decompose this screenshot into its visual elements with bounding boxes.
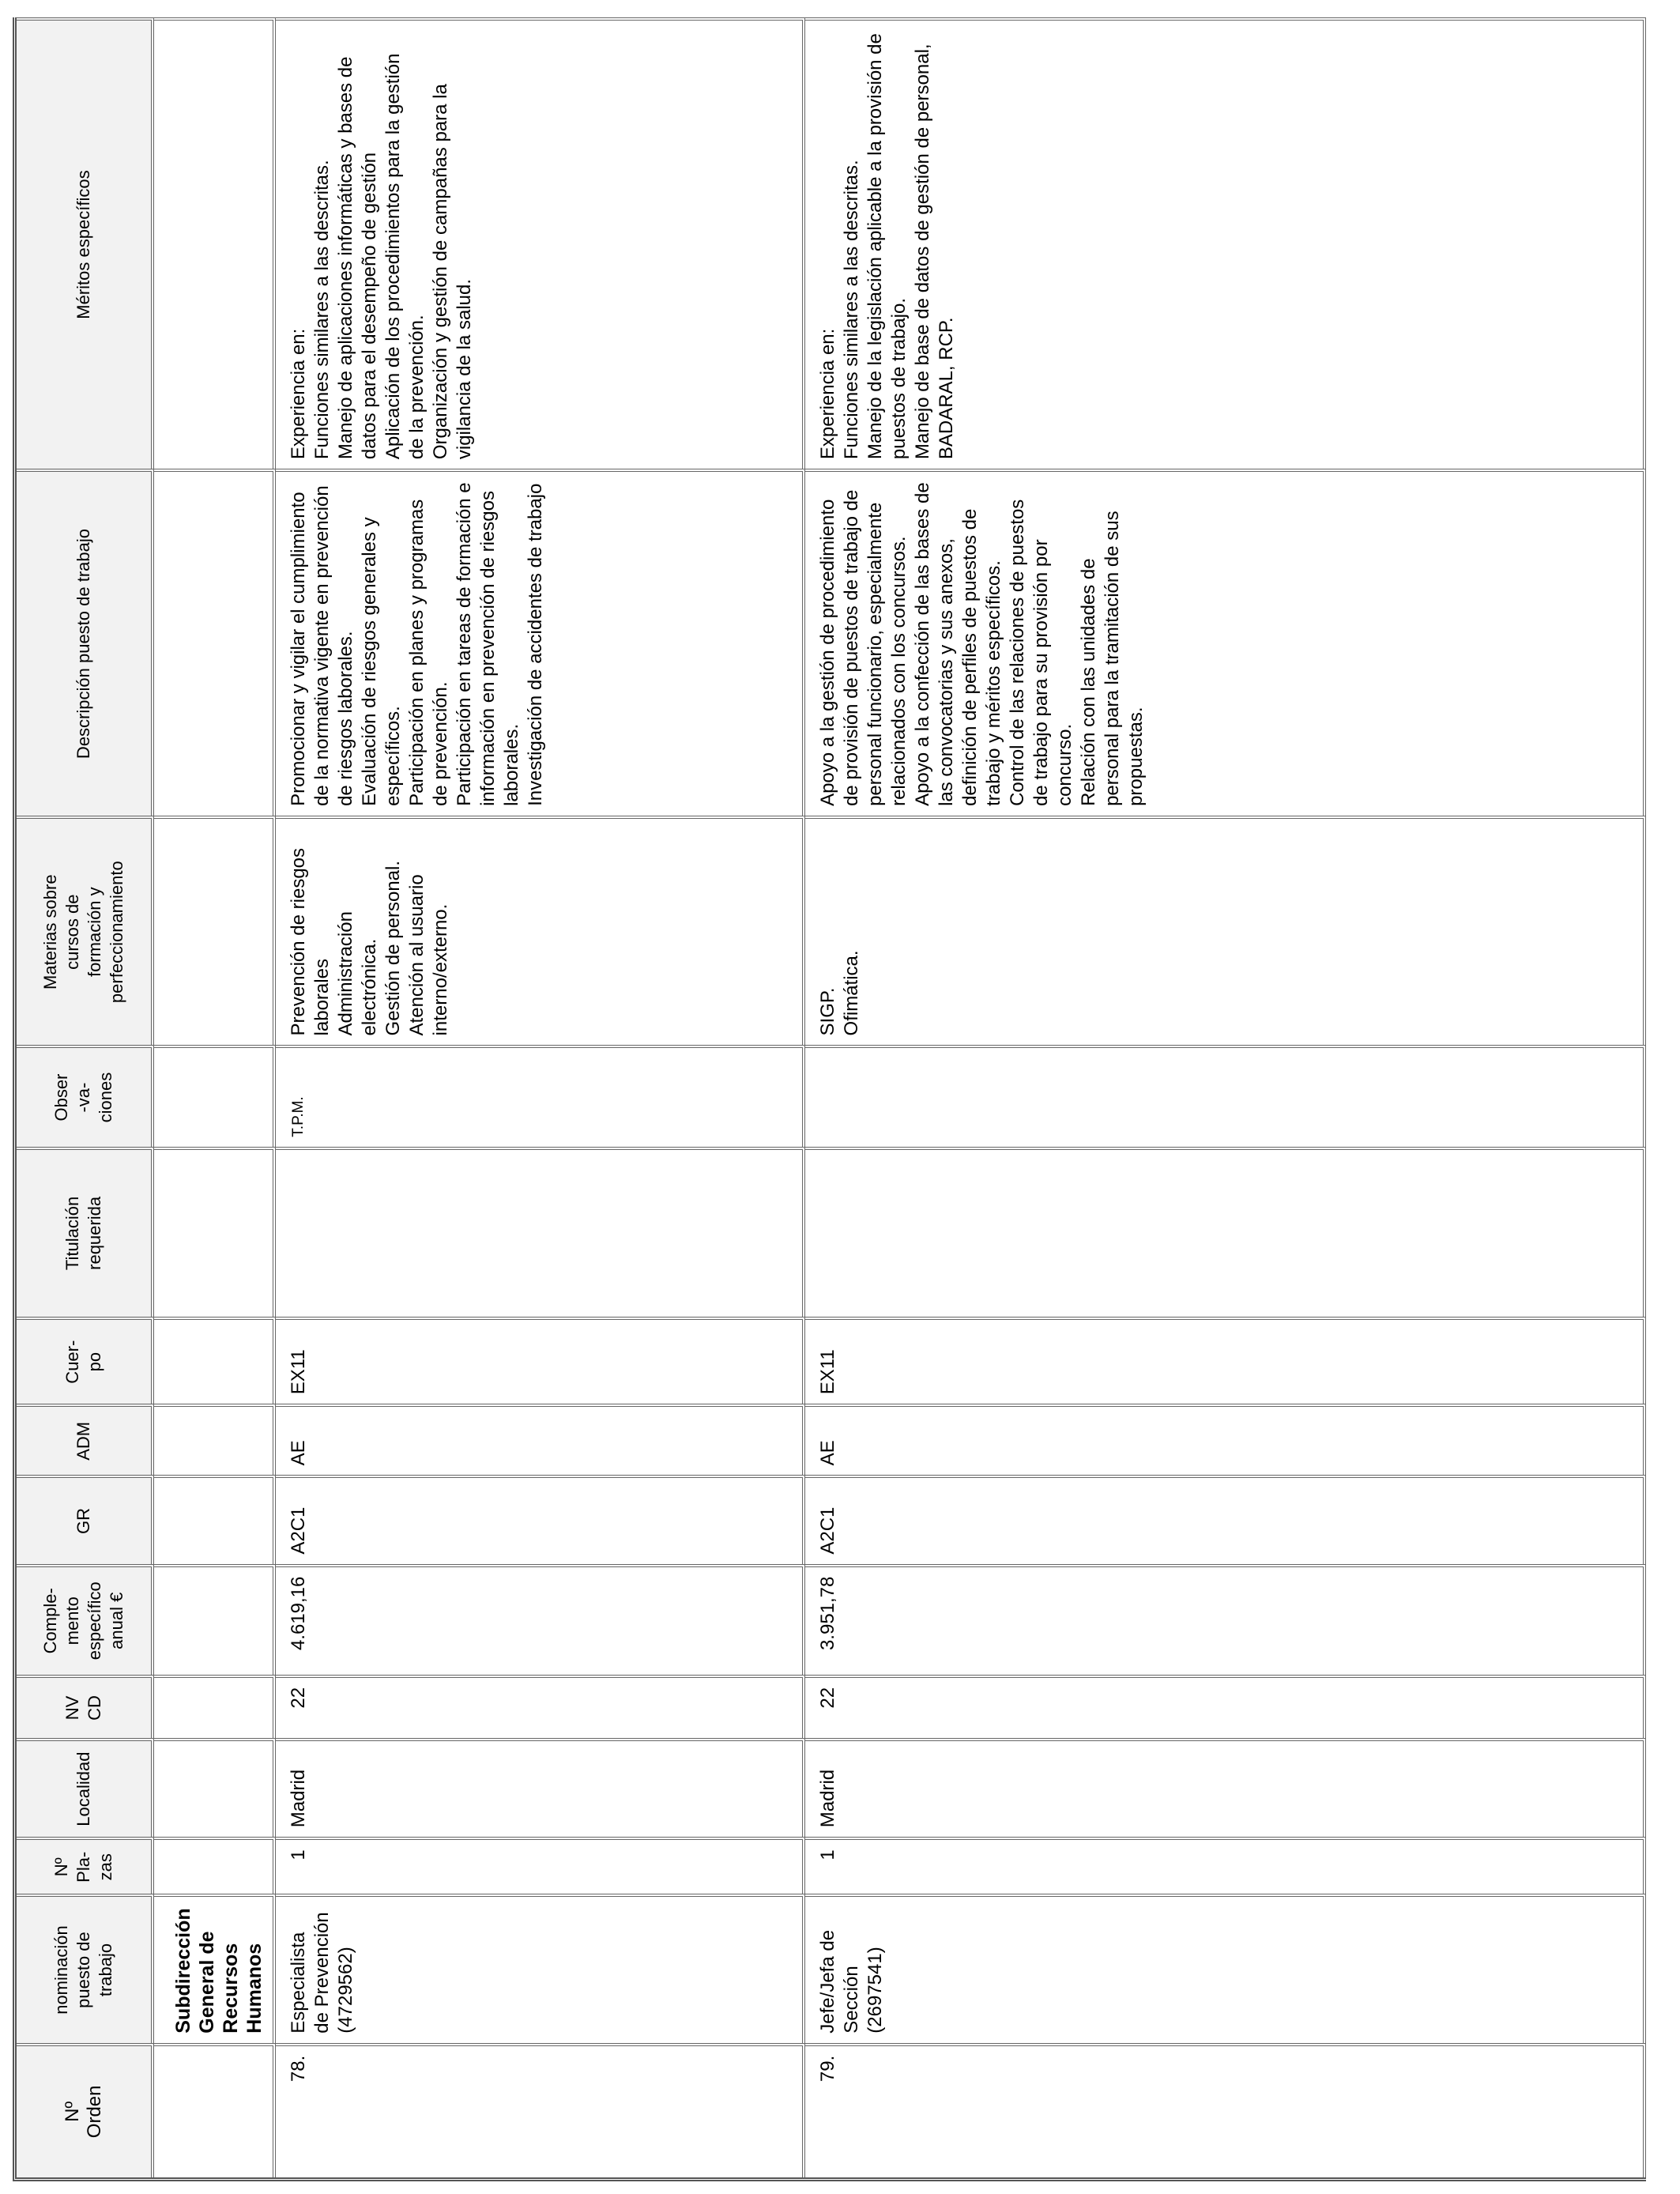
complemento-cell bbox=[805, 1564, 1646, 1675]
header-plazas: Nº Pla- zas bbox=[17, 1837, 154, 1894]
materias-list bbox=[805, 819, 864, 1046]
unit-empty-cell bbox=[154, 1404, 276, 1475]
cuerpo-cell bbox=[276, 1317, 805, 1404]
unit-empty-cell bbox=[154, 1045, 276, 1146]
titulacion-cell bbox=[276, 1147, 805, 1317]
adm-cell bbox=[805, 1404, 1646, 1475]
header-titulacion: Titulación requerida bbox=[17, 1147, 154, 1317]
localidad-cell bbox=[276, 1738, 805, 1837]
header-adm: ADM bbox=[17, 1404, 154, 1475]
list-item: Experiencia en: bbox=[817, 328, 838, 460]
unit-empty-cell bbox=[154, 1147, 276, 1317]
list-item: Funciones similares a las descritas. bbox=[311, 160, 333, 460]
list-item: Participación en planes y programas de prevención. bbox=[406, 499, 451, 806]
nivel-cell bbox=[805, 1675, 1646, 1738]
header-meritos: Méritos específicos bbox=[17, 17, 154, 469]
job-positions-table bbox=[13, 17, 1646, 2181]
localidad-value: Madrid bbox=[817, 1769, 838, 1828]
titulacion-value bbox=[805, 1150, 816, 1317]
unit-name-cell bbox=[154, 1894, 276, 2042]
list-item: Manejo de base de datos de gestión de personal, BADARAL, RCP. bbox=[912, 43, 957, 460]
unit-empty-cell bbox=[154, 1675, 276, 1738]
list-item: Gestión de personal. bbox=[382, 860, 404, 1036]
cuerpo-value: EX11 bbox=[288, 1349, 309, 1395]
unit-empty-cell bbox=[154, 17, 276, 469]
list-item: Investigación de accidentes de trabajo bbox=[525, 483, 546, 806]
orden-value: 78. bbox=[288, 2055, 309, 2083]
cuerpo-value: EX11 bbox=[817, 1349, 838, 1395]
table-row bbox=[805, 17, 1646, 2177]
plazas-value: 1 bbox=[817, 1849, 838, 1860]
list-item: Promocionar y vigilar el cumplimiento de la normativa vigente en prevención de riesgos laborales. bbox=[288, 485, 356, 806]
unit-name: Subdirección General de Recursos Humanos bbox=[172, 1908, 266, 2034]
header-descripcion: Descripción puesto de trabajo bbox=[17, 469, 154, 816]
materias-cell bbox=[805, 816, 1646, 1046]
nivel-value: 22 bbox=[817, 1687, 838, 1709]
complemento-cell bbox=[276, 1564, 805, 1675]
titulacion-value bbox=[276, 1150, 287, 1317]
orden-value: 79. bbox=[817, 2055, 838, 2083]
complemento-value: 4.619,16 bbox=[288, 1576, 309, 1651]
header-cuerpo: Cuer- po bbox=[17, 1317, 154, 1404]
grupo-cell bbox=[805, 1475, 1646, 1563]
descripcion-list bbox=[805, 472, 1148, 816]
list-item: Administración electrónica. bbox=[335, 911, 380, 1036]
header-observaciones: Obser -va- ciones bbox=[17, 1045, 154, 1146]
meritos-cell bbox=[276, 17, 805, 469]
localidad-value: Madrid bbox=[288, 1769, 309, 1828]
denominacion-cell bbox=[276, 1894, 805, 2042]
observaciones-cell bbox=[805, 1045, 1646, 1146]
grupo-value: A2C1 bbox=[288, 1506, 309, 1555]
header-grupo: GR bbox=[17, 1475, 154, 1563]
observaciones-value bbox=[805, 1048, 816, 1146]
grupo-value: A2C1 bbox=[817, 1506, 838, 1555]
list-item: Participación en tareas de formación e información en prevención de riesgos laborales. bbox=[454, 482, 522, 806]
header-nivel: NV CD bbox=[17, 1675, 154, 1738]
observaciones-cell bbox=[276, 1045, 805, 1146]
cuerpo-cell bbox=[805, 1317, 1646, 1404]
list-item: Funciones similares a las descritas. bbox=[841, 160, 862, 460]
unit-empty-cell bbox=[154, 1837, 276, 1894]
grupo-cell bbox=[276, 1475, 805, 1563]
list-item: Atención al usuario interno/externo. bbox=[406, 874, 451, 1036]
plazas-value: 1 bbox=[288, 1849, 309, 1860]
header-denominacion: nominación puesto de trabajo bbox=[17, 1894, 154, 2042]
orden-cell bbox=[276, 2043, 805, 2177]
list-item: Evaluación de riesgos generales y específicos. bbox=[359, 517, 404, 806]
list-item: Prevención de riesgos laborales bbox=[288, 847, 333, 1036]
list-item: Relación con las unidades de personal para la tramitación de sus propuestas. bbox=[1078, 511, 1147, 806]
plazas-cell bbox=[805, 1837, 1646, 1894]
descripcion-cell bbox=[805, 469, 1646, 816]
nivel-value: 22 bbox=[288, 1687, 309, 1709]
adm-cell bbox=[276, 1404, 805, 1475]
unit-row bbox=[154, 17, 276, 2177]
list-item: Aplicación de los procedimientos para la gestión de la prevención. bbox=[382, 53, 428, 460]
list-item: Apoyo a la gestión de procedimiento de provisión de puestos de trabajo de personal funcionario, especialmente relacionados con los concursos. bbox=[817, 489, 910, 806]
header-complemento: Comple- mento específico anual € bbox=[17, 1564, 154, 1675]
meritos-list bbox=[276, 21, 477, 469]
unit-empty-cell bbox=[154, 816, 276, 1046]
adm-value: AE bbox=[817, 1440, 838, 1466]
list-item: Manejo de la legislación aplicable a la provisión de puestos de trabajo. bbox=[864, 33, 910, 460]
list-item: Experiencia en: bbox=[288, 328, 309, 460]
materias-cell bbox=[276, 816, 805, 1046]
complemento-value: 3.951,78 bbox=[817, 1576, 838, 1651]
descripcion-list bbox=[276, 472, 548, 816]
denominacion-value: Jefe/Jefa de Sección (2697541) bbox=[817, 1929, 886, 2034]
unit-empty-cell bbox=[154, 1564, 276, 1675]
orden-cell bbox=[805, 2043, 1646, 2177]
list-item: Organización y gestión de campañas para la vigilancia de la salud. bbox=[430, 84, 475, 460]
unit-empty-cell bbox=[154, 1475, 276, 1563]
nivel-cell bbox=[276, 1675, 805, 1738]
observaciones-value: T.P.M. bbox=[290, 1096, 307, 1137]
unit-empty-cell bbox=[154, 1738, 276, 1837]
denominacion-cell bbox=[805, 1894, 1646, 2042]
header-materias: Materias sobre cursos de formación y perfeccionamiento bbox=[17, 816, 154, 1046]
plazas-cell bbox=[276, 1837, 805, 1894]
meritos-list bbox=[805, 21, 959, 469]
localidad-cell bbox=[805, 1738, 1646, 1837]
adm-value: AE bbox=[288, 1440, 309, 1466]
meritos-cell bbox=[805, 17, 1646, 469]
list-item: Ofimática. bbox=[841, 950, 862, 1036]
header-orden: Nº Orden bbox=[17, 2043, 154, 2177]
denominacion-value: Especialista de Prevención (4729562) bbox=[288, 1912, 356, 2034]
descripcion-cell bbox=[276, 469, 805, 816]
list-item: Manejo de aplicaciones informáticas y bases de datos para el desempeño de gestión bbox=[335, 56, 380, 460]
list-item: Apoyo a la confección de las bases de las convocatorias y sus anexos, definición de perfiles de puestos de trabajo y méritos específicos. bbox=[912, 482, 1004, 806]
unit-empty-cell bbox=[154, 469, 276, 816]
list-item: Control de las relaciones de puestos de trabajo para su provisión por concurso. bbox=[1007, 499, 1075, 806]
header-row bbox=[17, 17, 154, 2177]
table-row bbox=[276, 17, 805, 2177]
header-localidad: Localidad bbox=[17, 1738, 154, 1837]
titulacion-cell bbox=[805, 1147, 1646, 1317]
list-item: SIGP. bbox=[817, 987, 838, 1036]
unit-empty-cell bbox=[154, 1317, 276, 1404]
unit-orden-cell bbox=[154, 2043, 276, 2177]
materias-list bbox=[276, 819, 453, 1046]
